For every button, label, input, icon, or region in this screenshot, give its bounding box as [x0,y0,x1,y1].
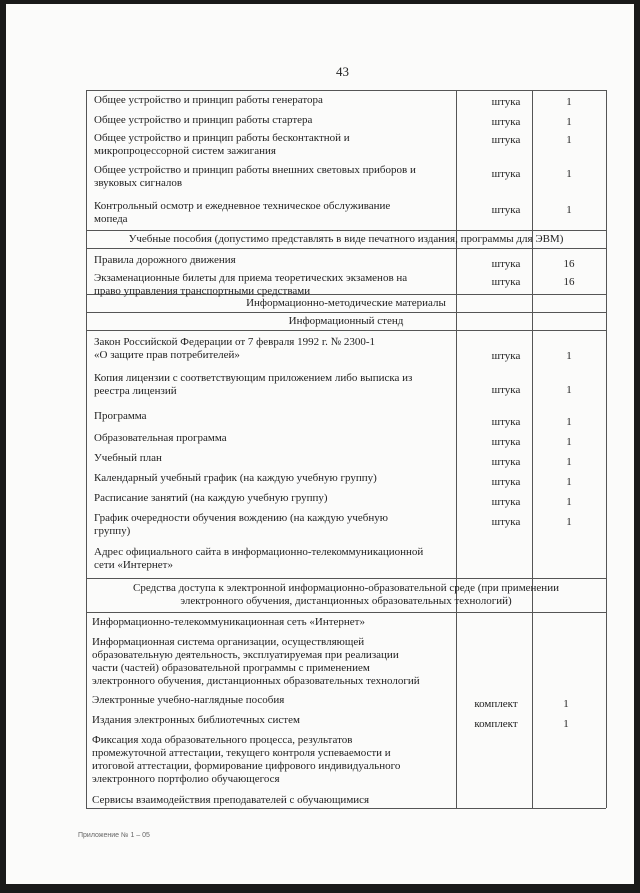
section-heading: Учебные пособия (допустимо представлять в виде печатного издания, программы для ЭВМ) [128,233,564,245]
table-row-unit: комплект [474,698,518,710]
table-row-qty: 16 [563,276,575,288]
table-row-unit: штука [491,516,521,528]
table-row-qty: 1 [566,384,572,396]
table-row-name: Общее устройство и принцип работы стартера [94,114,313,126]
table-row-name: Правила дорожного движения [94,254,236,266]
table-row-name: Программа [94,410,147,422]
table-row-qty: 1 [566,496,572,508]
table-row-unit: штука [491,276,521,288]
table-row-name: Издания электронных библиотечных систем [92,714,300,726]
table-row-unit: штука [491,134,521,146]
table-row-unit: штука [491,258,521,270]
table-row-qty: 16 [563,258,575,270]
table-row-name: Образовательная программа [94,432,227,444]
table-row-unit: штука [491,350,521,362]
section-heading: Средства доступа к электронной информационно-образовательной среде (при применении электронного обучения, дистанционных образовательных технологий) [133,582,559,607]
table-row-unit: штука [491,384,521,396]
table-row-name: Фиксация хода образовательного процесса, результатов промежуточной аттестации, текущего контроля успеваемости и итоговой аттестации, формирование цифрового индивидуального электронного портфолио обучающегося [92,734,401,785]
table-row-name: Информационная система организации, осуществляющей образовательную деятельность, эксплуатируемая при реализации части (частей) образовательной программы с применением электронного обучения, дистанционных образовательных технологий [92,636,420,687]
table-row-unit: штука [491,116,521,128]
section-heading: Информационно-методические материалы [246,297,446,309]
table-row-name: Копия лицензии с соответствующим приложением либо выписка из реестра лицензий [94,372,413,397]
table-row-unit: штука [491,168,521,180]
table-row-qty: 1 [563,718,569,730]
table-row-qty: 1 [566,116,572,128]
table-row-qty: 1 [566,476,572,488]
page-number: 43 [336,64,349,79]
table-row-unit: штука [491,496,521,508]
equipment-table [86,90,606,808]
table-row-qty: 1 [566,456,572,468]
table-row-qty: 1 [563,698,569,710]
table-row-name: Учебный план [94,452,162,464]
table-row-unit: штука [491,456,521,468]
table-row-name: Контрольный осмотр и ежедневное техническое обслуживание мопеда [94,200,391,225]
table-row-qty: 1 [566,204,572,216]
table-row-name: Информационно-телекоммуникационная сеть «Интернет» [92,616,365,628]
table-row-unit: комплект [474,718,518,730]
table-row-unit: штука [491,96,521,108]
table-row-name: Общее устройство и принцип работы внешних световых приборов и звуковых сигналов [94,164,416,189]
table-row-name: Общее устройство и принцип работы генератора [94,94,323,106]
table-row-qty: 1 [566,350,572,362]
page-footer: Приложение № 1 – 05 [78,832,150,839]
table-row-name: Сервисы взаимодействия преподавателей с обучающимися [92,794,370,806]
table-row-unit: штука [491,416,521,428]
table-row-name: Экзаменационные билеты для приема теоретических экзаменов на право управления транспортными средствами [94,272,408,297]
table-row-qty: 1 [566,416,572,428]
table-row-name: Адрес официального сайта в информационно-телекоммуникационной сети «Интернет» [94,546,424,571]
table-row-qty: 1 [566,134,572,146]
table-row-name: Закон Российской Федерации от 7 февраля 1992 г. № 2300-1 «О защите прав потребителей» [94,336,376,361]
table-row-name: Расписание занятий (на каждую учебную группу) [94,492,328,504]
table-row-unit: штука [491,476,521,488]
table-row-name: Электронные учебно-наглядные пособия [92,694,285,706]
table-row-unit: штука [491,204,521,216]
document-page [6,4,634,884]
table-row-qty: 1 [566,516,572,528]
section-heading: Информационный стенд [288,315,404,327]
table-row-qty: 1 [566,436,572,448]
table-row-qty: 1 [566,96,572,108]
table-row-qty: 1 [566,168,572,180]
table-row-unit: штука [491,436,521,448]
table-row-name: Календарный учебный график (на каждую учебную группу) [94,472,377,484]
table-row-name: Общее устройство и принцип работы бесконтактной и микропроцессорной систем зажигания [94,132,350,157]
table-row-name: График очередности обучения вождению (на каждую учебную группу) [94,512,388,537]
